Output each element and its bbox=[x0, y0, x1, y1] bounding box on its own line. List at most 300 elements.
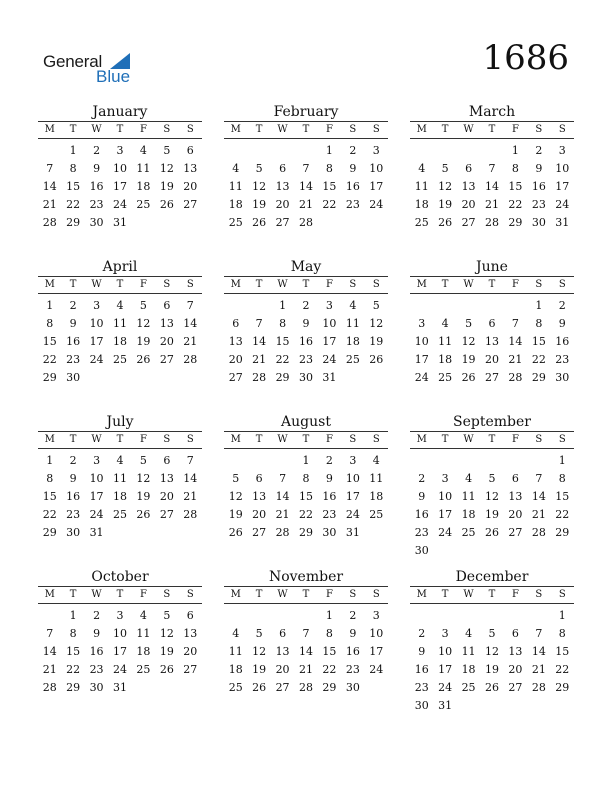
day-cell: 17 bbox=[369, 645, 384, 658]
day-cell: 24 bbox=[369, 663, 384, 676]
day-cell: 25 bbox=[438, 371, 453, 384]
day-cell: 8 bbox=[535, 317, 543, 330]
empty-cell bbox=[457, 297, 480, 315]
logo-text-general: General bbox=[43, 52, 103, 71]
day-cell: 22 bbox=[555, 508, 570, 521]
weekday-label: S bbox=[349, 434, 357, 445]
weekday-label: F bbox=[511, 124, 519, 135]
weekday-label: T bbox=[69, 124, 77, 135]
day-cell: 16 bbox=[414, 663, 429, 676]
day-cell: 2 bbox=[418, 472, 426, 485]
day-cell: 28 bbox=[484, 216, 499, 229]
month-title: March bbox=[468, 104, 516, 120]
day-cell: 7 bbox=[186, 299, 194, 312]
day-cell: 7 bbox=[535, 472, 543, 485]
day-cell: 1 bbox=[325, 609, 333, 622]
day-cell: 14 bbox=[484, 180, 499, 193]
weekday-label: T bbox=[488, 124, 496, 135]
day-cell: 2 bbox=[302, 299, 310, 312]
day-cell: 22 bbox=[66, 663, 81, 676]
month-july bbox=[38, 414, 202, 569]
day-cell: 6 bbox=[279, 627, 287, 640]
weekday-header bbox=[38, 586, 202, 604]
month-title: October bbox=[91, 569, 149, 585]
day-cell: 22 bbox=[508, 198, 523, 211]
weekday-label: S bbox=[186, 589, 194, 600]
day-cell: 14 bbox=[298, 645, 313, 658]
day-cell: 19 bbox=[159, 645, 174, 658]
weekday-label: S bbox=[186, 279, 194, 290]
day-cell: 28 bbox=[531, 526, 546, 539]
day-cell: 23 bbox=[555, 353, 570, 366]
day-cell: 23 bbox=[345, 663, 360, 676]
day-cell: 11 bbox=[345, 317, 360, 330]
day-cell: 7 bbox=[46, 162, 54, 175]
days-grid bbox=[410, 607, 574, 715]
month-title: September bbox=[453, 414, 531, 430]
day-cell: 9 bbox=[558, 317, 566, 330]
day-cell: 20 bbox=[183, 180, 198, 193]
day-cell: 29 bbox=[555, 526, 570, 539]
month-title: May bbox=[290, 259, 322, 275]
day-cell: 5 bbox=[465, 317, 473, 330]
weekday-label: F bbox=[511, 434, 519, 445]
weekday-label: W bbox=[463, 124, 474, 135]
day-cell: 23 bbox=[322, 508, 337, 521]
day-cell: 13 bbox=[159, 472, 174, 485]
day-cell: 6 bbox=[163, 299, 171, 312]
weekday-label: S bbox=[163, 124, 171, 135]
day-cell: 22 bbox=[322, 663, 337, 676]
weekday-label: F bbox=[325, 124, 333, 135]
day-cell: 17 bbox=[112, 180, 127, 193]
day-cell: 10 bbox=[112, 162, 127, 175]
day-cell: 18 bbox=[112, 490, 127, 503]
day-cell: 30 bbox=[89, 681, 104, 694]
day-cell: 28 bbox=[183, 508, 198, 521]
day-cell: 2 bbox=[93, 609, 101, 622]
weekday-label: T bbox=[488, 279, 496, 290]
day-cell: 19 bbox=[136, 490, 151, 503]
day-cell: 21 bbox=[252, 353, 267, 366]
day-cell: 1 bbox=[302, 454, 310, 467]
day-cell: 19 bbox=[252, 198, 267, 211]
day-cell: 25 bbox=[369, 508, 384, 521]
day-cell: 26 bbox=[159, 198, 174, 211]
day-cell: 3 bbox=[93, 454, 101, 467]
weekday-label: T bbox=[116, 434, 124, 445]
day-cell: 25 bbox=[345, 353, 360, 366]
day-cell: 5 bbox=[232, 472, 240, 485]
day-cell: 7 bbox=[488, 162, 496, 175]
day-cell: 28 bbox=[531, 681, 546, 694]
empty-cell bbox=[294, 142, 317, 160]
day-cell: 19 bbox=[484, 508, 499, 521]
month-title: February bbox=[273, 104, 339, 120]
day-cell: 16 bbox=[89, 180, 104, 193]
day-cell: 1 bbox=[69, 144, 77, 157]
day-cell: 16 bbox=[66, 490, 81, 503]
weekday-label: T bbox=[302, 279, 310, 290]
day-cell: 25 bbox=[112, 353, 127, 366]
days-grid bbox=[224, 452, 388, 542]
day-cell: 24 bbox=[112, 198, 127, 211]
month-november bbox=[224, 569, 388, 724]
day-cell: 25 bbox=[136, 663, 151, 676]
day-cell: 16 bbox=[414, 508, 429, 521]
day-cell: 21 bbox=[42, 663, 57, 676]
day-cell: 10 bbox=[112, 627, 127, 640]
day-cell: 23 bbox=[66, 508, 81, 521]
weekday-label: S bbox=[535, 589, 543, 600]
day-cell: 12 bbox=[252, 645, 267, 658]
day-cell: 27 bbox=[275, 216, 290, 229]
weekday-label: S bbox=[349, 589, 357, 600]
day-cell: 19 bbox=[252, 663, 267, 676]
weekday-header bbox=[224, 121, 388, 139]
weekday-label: S bbox=[535, 279, 543, 290]
day-cell: 26 bbox=[228, 526, 243, 539]
empty-cell bbox=[433, 607, 456, 625]
day-cell: 26 bbox=[136, 353, 151, 366]
weekday-label: W bbox=[277, 124, 288, 135]
month-october bbox=[38, 569, 202, 724]
day-cell: 13 bbox=[275, 645, 290, 658]
day-cell: 26 bbox=[438, 216, 453, 229]
day-cell: 3 bbox=[441, 472, 449, 485]
day-cell: 12 bbox=[228, 490, 243, 503]
day-cell: 6 bbox=[232, 317, 240, 330]
day-cell: 1 bbox=[558, 609, 566, 622]
day-cell: 21 bbox=[183, 490, 198, 503]
month-title: April bbox=[102, 259, 138, 275]
day-cell: 19 bbox=[461, 353, 476, 366]
month-march bbox=[410, 104, 574, 259]
day-cell: 3 bbox=[418, 317, 426, 330]
weekday-label: W bbox=[463, 589, 474, 600]
weekday-label: F bbox=[511, 589, 519, 600]
day-cell: 24 bbox=[438, 681, 453, 694]
day-cell: 5 bbox=[488, 627, 496, 640]
day-cell: 20 bbox=[159, 490, 174, 503]
day-cell: 25 bbox=[414, 216, 429, 229]
day-cell: 21 bbox=[275, 508, 290, 521]
day-cell: 25 bbox=[136, 198, 151, 211]
weekday-label: M bbox=[416, 279, 427, 290]
day-cell: 3 bbox=[93, 299, 101, 312]
weekday-header bbox=[38, 121, 202, 139]
day-cell: 12 bbox=[252, 180, 267, 193]
day-cell: 11 bbox=[136, 627, 151, 640]
day-cell: 23 bbox=[414, 526, 429, 539]
day-cell: 27 bbox=[159, 508, 174, 521]
day-cell: 6 bbox=[279, 162, 287, 175]
empty-cell bbox=[480, 297, 503, 315]
day-cell: 18 bbox=[345, 335, 360, 348]
day-cell: 8 bbox=[325, 627, 333, 640]
day-cell: 8 bbox=[302, 472, 310, 485]
day-cell: 8 bbox=[46, 472, 54, 485]
days-grid bbox=[410, 297, 574, 387]
day-cell: 24 bbox=[369, 198, 384, 211]
day-cell: 29 bbox=[508, 216, 523, 229]
weekday-label: M bbox=[44, 124, 55, 135]
day-cell: 14 bbox=[183, 472, 198, 485]
day-cell: 23 bbox=[298, 353, 313, 366]
day-cell: 4 bbox=[232, 162, 240, 175]
weekday-label: F bbox=[511, 279, 519, 290]
day-cell: 5 bbox=[139, 454, 147, 467]
weekday-label: S bbox=[163, 279, 171, 290]
day-cell: 4 bbox=[116, 299, 124, 312]
day-cell: 15 bbox=[322, 645, 337, 658]
day-cell: 13 bbox=[484, 335, 499, 348]
day-cell: 9 bbox=[69, 472, 77, 485]
day-cell: 24 bbox=[438, 526, 453, 539]
month-june bbox=[410, 259, 574, 414]
weekday-header bbox=[410, 586, 574, 604]
day-cell: 5 bbox=[255, 162, 263, 175]
day-cell: 1 bbox=[46, 299, 54, 312]
day-cell: 14 bbox=[275, 490, 290, 503]
day-cell: 18 bbox=[136, 645, 151, 658]
weekday-label: S bbox=[372, 124, 380, 135]
day-cell: 3 bbox=[372, 609, 380, 622]
weekday-label: T bbox=[488, 589, 496, 600]
day-cell: 14 bbox=[531, 490, 546, 503]
day-cell: 17 bbox=[89, 335, 104, 348]
day-cell: 20 bbox=[183, 645, 198, 658]
day-cell: 10 bbox=[555, 162, 570, 175]
day-cell: 1 bbox=[69, 609, 77, 622]
day-cell: 26 bbox=[484, 526, 499, 539]
weekday-label: F bbox=[139, 279, 147, 290]
day-cell: 12 bbox=[159, 627, 174, 640]
day-cell: 28 bbox=[298, 216, 313, 229]
weekday-label: T bbox=[255, 434, 263, 445]
weekday-label: M bbox=[44, 589, 55, 600]
days-grid bbox=[38, 607, 202, 697]
day-cell: 6 bbox=[186, 609, 194, 622]
day-cell: 11 bbox=[461, 645, 476, 658]
day-cell: 24 bbox=[555, 198, 570, 211]
weekday-label: S bbox=[186, 124, 194, 135]
weekday-label: T bbox=[116, 124, 124, 135]
day-cell: 16 bbox=[322, 490, 337, 503]
day-cell: 13 bbox=[508, 645, 523, 658]
day-cell: 4 bbox=[465, 472, 473, 485]
day-cell: 1 bbox=[558, 454, 566, 467]
empty-cell bbox=[504, 452, 527, 470]
day-cell: 29 bbox=[275, 371, 290, 384]
day-cell: 18 bbox=[136, 180, 151, 193]
day-cell: 9 bbox=[418, 490, 426, 503]
day-cell: 11 bbox=[136, 162, 151, 175]
day-cell: 5 bbox=[163, 144, 171, 157]
day-cell: 7 bbox=[302, 162, 310, 175]
month-title: August bbox=[281, 414, 331, 430]
weekday-label: W bbox=[91, 279, 102, 290]
day-cell: 27 bbox=[183, 663, 198, 676]
day-cell: 21 bbox=[531, 663, 546, 676]
day-cell: 14 bbox=[531, 645, 546, 658]
weekday-label: F bbox=[139, 589, 147, 600]
weekday-label: T bbox=[302, 124, 310, 135]
days-grid bbox=[224, 607, 388, 697]
weekday-label: S bbox=[163, 434, 171, 445]
day-cell: 3 bbox=[558, 144, 566, 157]
day-cell: 13 bbox=[508, 490, 523, 503]
day-cell: 27 bbox=[159, 353, 174, 366]
day-cell: 11 bbox=[112, 472, 127, 485]
day-cell: 29 bbox=[531, 371, 546, 384]
day-cell: 23 bbox=[66, 353, 81, 366]
day-cell: 13 bbox=[159, 317, 174, 330]
month-title: June bbox=[476, 259, 508, 275]
day-cell: 13 bbox=[252, 490, 267, 503]
day-cell: 5 bbox=[441, 162, 449, 175]
day-cell: 4 bbox=[465, 627, 473, 640]
empty-cell bbox=[247, 142, 270, 160]
weekday-label: F bbox=[325, 279, 333, 290]
logo-text-blue: Blue bbox=[96, 67, 131, 86]
day-cell: 6 bbox=[186, 144, 194, 157]
day-cell: 4 bbox=[349, 299, 357, 312]
weekday-header bbox=[224, 276, 388, 294]
day-cell: 10 bbox=[322, 317, 337, 330]
day-cell: 2 bbox=[349, 144, 357, 157]
day-cell: 22 bbox=[42, 508, 57, 521]
day-cell: 20 bbox=[275, 663, 290, 676]
weekday-label: T bbox=[255, 124, 263, 135]
day-cell: 9 bbox=[418, 645, 426, 658]
day-cell: 27 bbox=[183, 198, 198, 211]
day-cell: 15 bbox=[531, 335, 546, 348]
day-cell: 26 bbox=[461, 371, 476, 384]
days-grid bbox=[38, 297, 202, 387]
weekday-label: F bbox=[325, 589, 333, 600]
empty-cell bbox=[294, 607, 317, 625]
day-cell: 25 bbox=[461, 681, 476, 694]
day-cell: 26 bbox=[484, 681, 499, 694]
day-cell: 23 bbox=[345, 198, 360, 211]
day-cell: 3 bbox=[116, 609, 124, 622]
day-cell: 28 bbox=[42, 681, 57, 694]
day-cell: 18 bbox=[112, 335, 127, 348]
day-cell: 4 bbox=[441, 317, 449, 330]
days-grid bbox=[38, 452, 202, 542]
day-cell: 18 bbox=[228, 198, 243, 211]
day-cell: 30 bbox=[322, 526, 337, 539]
day-cell: 28 bbox=[508, 371, 523, 384]
day-cell: 25 bbox=[112, 508, 127, 521]
day-cell: 18 bbox=[228, 663, 243, 676]
day-cell: 7 bbox=[186, 454, 194, 467]
day-cell: 20 bbox=[508, 508, 523, 521]
day-cell: 8 bbox=[558, 472, 566, 485]
weekday-label: F bbox=[139, 434, 147, 445]
weekday-label: T bbox=[441, 434, 449, 445]
weekday-label: F bbox=[139, 124, 147, 135]
day-cell: 18 bbox=[461, 508, 476, 521]
day-cell: 15 bbox=[275, 335, 290, 348]
weekday-label: W bbox=[91, 589, 102, 600]
weekday-header bbox=[410, 276, 574, 294]
day-cell: 9 bbox=[535, 162, 543, 175]
day-cell: 20 bbox=[252, 508, 267, 521]
weekday-label: S bbox=[558, 589, 566, 600]
empty-cell bbox=[504, 607, 527, 625]
day-cell: 8 bbox=[558, 627, 566, 640]
day-cell: 15 bbox=[42, 490, 57, 503]
day-cell: 27 bbox=[275, 681, 290, 694]
day-cell: 12 bbox=[484, 490, 499, 503]
weekday-label: T bbox=[302, 589, 310, 600]
day-cell: 24 bbox=[112, 663, 127, 676]
weekday-header bbox=[410, 431, 574, 449]
day-cell: 30 bbox=[298, 371, 313, 384]
day-cell: 1 bbox=[46, 454, 54, 467]
empty-cell bbox=[457, 142, 480, 160]
day-cell: 28 bbox=[298, 681, 313, 694]
day-cell: 27 bbox=[484, 371, 499, 384]
day-cell: 20 bbox=[461, 198, 476, 211]
weekday-label: W bbox=[277, 589, 288, 600]
day-cell: 8 bbox=[279, 317, 287, 330]
day-cell: 5 bbox=[372, 299, 380, 312]
empty-cell bbox=[271, 607, 294, 625]
weekday-header bbox=[224, 586, 388, 604]
day-cell: 13 bbox=[275, 180, 290, 193]
day-cell: 20 bbox=[275, 198, 290, 211]
day-cell: 16 bbox=[89, 645, 104, 658]
day-cell: 15 bbox=[42, 335, 57, 348]
day-cell: 7 bbox=[279, 472, 287, 485]
day-cell: 29 bbox=[42, 371, 57, 384]
day-cell: 11 bbox=[112, 317, 127, 330]
day-cell: 22 bbox=[298, 508, 313, 521]
day-cell: 24 bbox=[89, 508, 104, 521]
day-cell: 15 bbox=[555, 645, 570, 658]
weekday-label: T bbox=[69, 434, 77, 445]
day-cell: 7 bbox=[511, 317, 519, 330]
day-cell: 13 bbox=[461, 180, 476, 193]
empty-cell bbox=[480, 452, 503, 470]
weekday-label: M bbox=[230, 279, 241, 290]
day-cell: 6 bbox=[255, 472, 263, 485]
month-title: July bbox=[106, 414, 134, 430]
day-cell: 27 bbox=[228, 371, 243, 384]
day-cell: 2 bbox=[558, 299, 566, 312]
day-cell: 10 bbox=[369, 162, 384, 175]
weekday-label: S bbox=[535, 434, 543, 445]
day-cell: 4 bbox=[372, 454, 380, 467]
weekday-label: T bbox=[441, 589, 449, 600]
day-cell: 12 bbox=[136, 317, 151, 330]
day-cell: 30 bbox=[531, 216, 546, 229]
day-cell: 30 bbox=[345, 681, 360, 694]
days-grid bbox=[224, 297, 388, 387]
months-grid bbox=[38, 104, 576, 724]
day-cell: 23 bbox=[89, 198, 104, 211]
weekday-label: S bbox=[558, 124, 566, 135]
day-cell: 11 bbox=[228, 645, 243, 658]
weekday-label: M bbox=[416, 124, 427, 135]
day-cell: 19 bbox=[136, 335, 151, 348]
day-cell: 31 bbox=[112, 216, 127, 229]
day-cell: 10 bbox=[89, 472, 104, 485]
calendar-year: 1686 bbox=[482, 38, 569, 78]
